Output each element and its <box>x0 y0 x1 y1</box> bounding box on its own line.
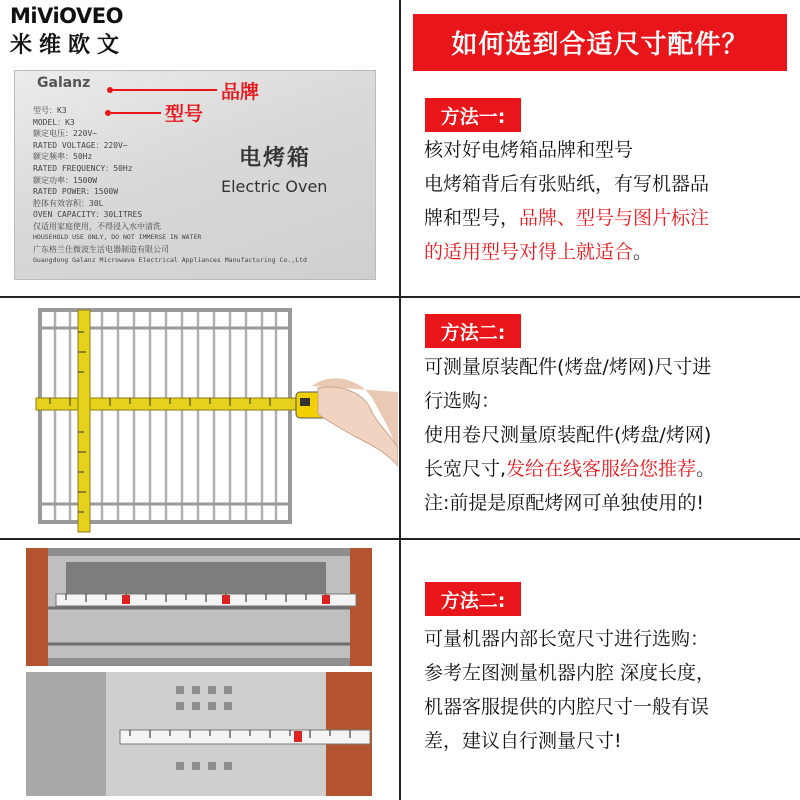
highlight-text: 发给在线客服给您推荐 <box>506 458 697 480</box>
label-brand: Galanz <box>37 75 91 91</box>
brand-logo-chinese: 米维欧文 <box>10 33 127 58</box>
label-spec-line: HOUSEHOLD USE ONLY, DO NOT IMMERSE IN WATER <box>33 232 202 241</box>
body-text: 参考左图测量机器内腔 深度长度， <box>424 662 716 684</box>
method-line <box>424 384 792 418</box>
oven-rack-photo <box>0 302 398 534</box>
method-line <box>424 235 792 269</box>
label-spec-line: 仅适用家庭使用，不得浸入水中清洗 <box>33 222 161 231</box>
body-text: 。 <box>696 458 716 480</box>
oven-interior-icon <box>26 548 372 666</box>
oven-interior-photo-top <box>26 548 372 666</box>
method-line <box>424 724 792 758</box>
label-oven-en: Electric Oven <box>221 177 328 196</box>
method-line <box>424 201 792 235</box>
body-text: 差，建议自行测量尺寸! <box>424 730 622 752</box>
highlight-text: 品牌、型号与图片标注 <box>519 207 710 229</box>
label-oven-cn: 电烤箱 <box>239 146 312 171</box>
method-line <box>424 418 792 452</box>
method-line <box>424 167 792 201</box>
appliance-label-photo <box>14 70 376 280</box>
brand-pointer-line <box>113 89 217 91</box>
body-text: 牌和型号， <box>424 207 520 229</box>
highlight-text: 的适用型号对得上就适合 <box>424 241 634 263</box>
body-text: 使用卷尺测量原装配件(烤盘/烤网) <box>424 424 712 446</box>
oven-cavity-icon <box>26 672 372 796</box>
method-line <box>424 656 792 690</box>
method-one-text <box>424 133 792 269</box>
label-spec-line: 额定频率：50Hz <box>33 152 93 162</box>
label-spec-line: 型号：K3 <box>33 106 67 115</box>
method-line <box>424 622 792 656</box>
body-text: 行选购： <box>424 390 501 412</box>
label-spec-line: OVEN CAPACITY：30LITRES <box>33 210 143 220</box>
label-spec-line: RATED FREQUENCY：50Hz <box>33 164 133 173</box>
body-text: 可测量原装配件(烤盘/烤网)尺寸进 <box>424 356 712 378</box>
method-line <box>424 133 792 167</box>
body-text: 长宽尺寸, <box>424 458 507 480</box>
method-two-text <box>424 350 792 520</box>
method-line <box>424 690 792 724</box>
label-spec-line: 额定电压：220V~ <box>33 129 98 139</box>
label-spec-line: 腔体有效容积：30L <box>33 198 104 208</box>
label-spec-line: 广东格兰仕微波生活电器制造有限公司 <box>33 245 169 255</box>
divider-column <box>399 0 401 800</box>
label-spec-line: 额定功率：1500W <box>33 175 98 185</box>
annotation-model: 型号 <box>165 103 204 125</box>
oven-interior-photo-bottom <box>26 672 372 796</box>
method-line <box>424 350 792 384</box>
label-spec-line: RATED VOLTAGE：220V~ <box>33 140 128 150</box>
body-text: 机器客服提供的内腔尺寸一般有误 <box>424 696 710 718</box>
method-three-text <box>424 622 792 758</box>
body-text: 注:前提是原配烤网可单独使用的! <box>424 492 705 514</box>
label-spec-line: RATED POWER：1500W <box>33 187 119 197</box>
label-spec-line: MODEL：K3 <box>33 117 75 127</box>
body-text: 核对好电烤箱品牌和型号 <box>424 139 634 161</box>
brand-logo-text: MiViOVEO <box>10 4 123 28</box>
model-pointer-line <box>111 112 161 114</box>
oven-rack-icon <box>0 302 398 534</box>
body-text: 可量机器内部长宽尺寸进行选购： <box>424 628 710 650</box>
method-line <box>424 486 792 520</box>
annotation-brand: 品牌 <box>221 81 260 103</box>
method-two-badge: 方法二: <box>425 314 521 348</box>
method-line <box>424 452 792 486</box>
body-text: 。 <box>633 241 653 263</box>
method-one-badge: 方法一: <box>425 98 521 132</box>
body-text: 电烤箱背后有张贴纸，有写机器品 <box>424 173 710 195</box>
page-title: 如何选到合适尺寸配件？ <box>413 14 787 71</box>
label-spec-line: Guangdong Galanz Microwave Electrical Appliances Manufacturing Co.,Ltd <box>33 255 307 264</box>
method-three-badge: 方法二: <box>425 582 521 616</box>
